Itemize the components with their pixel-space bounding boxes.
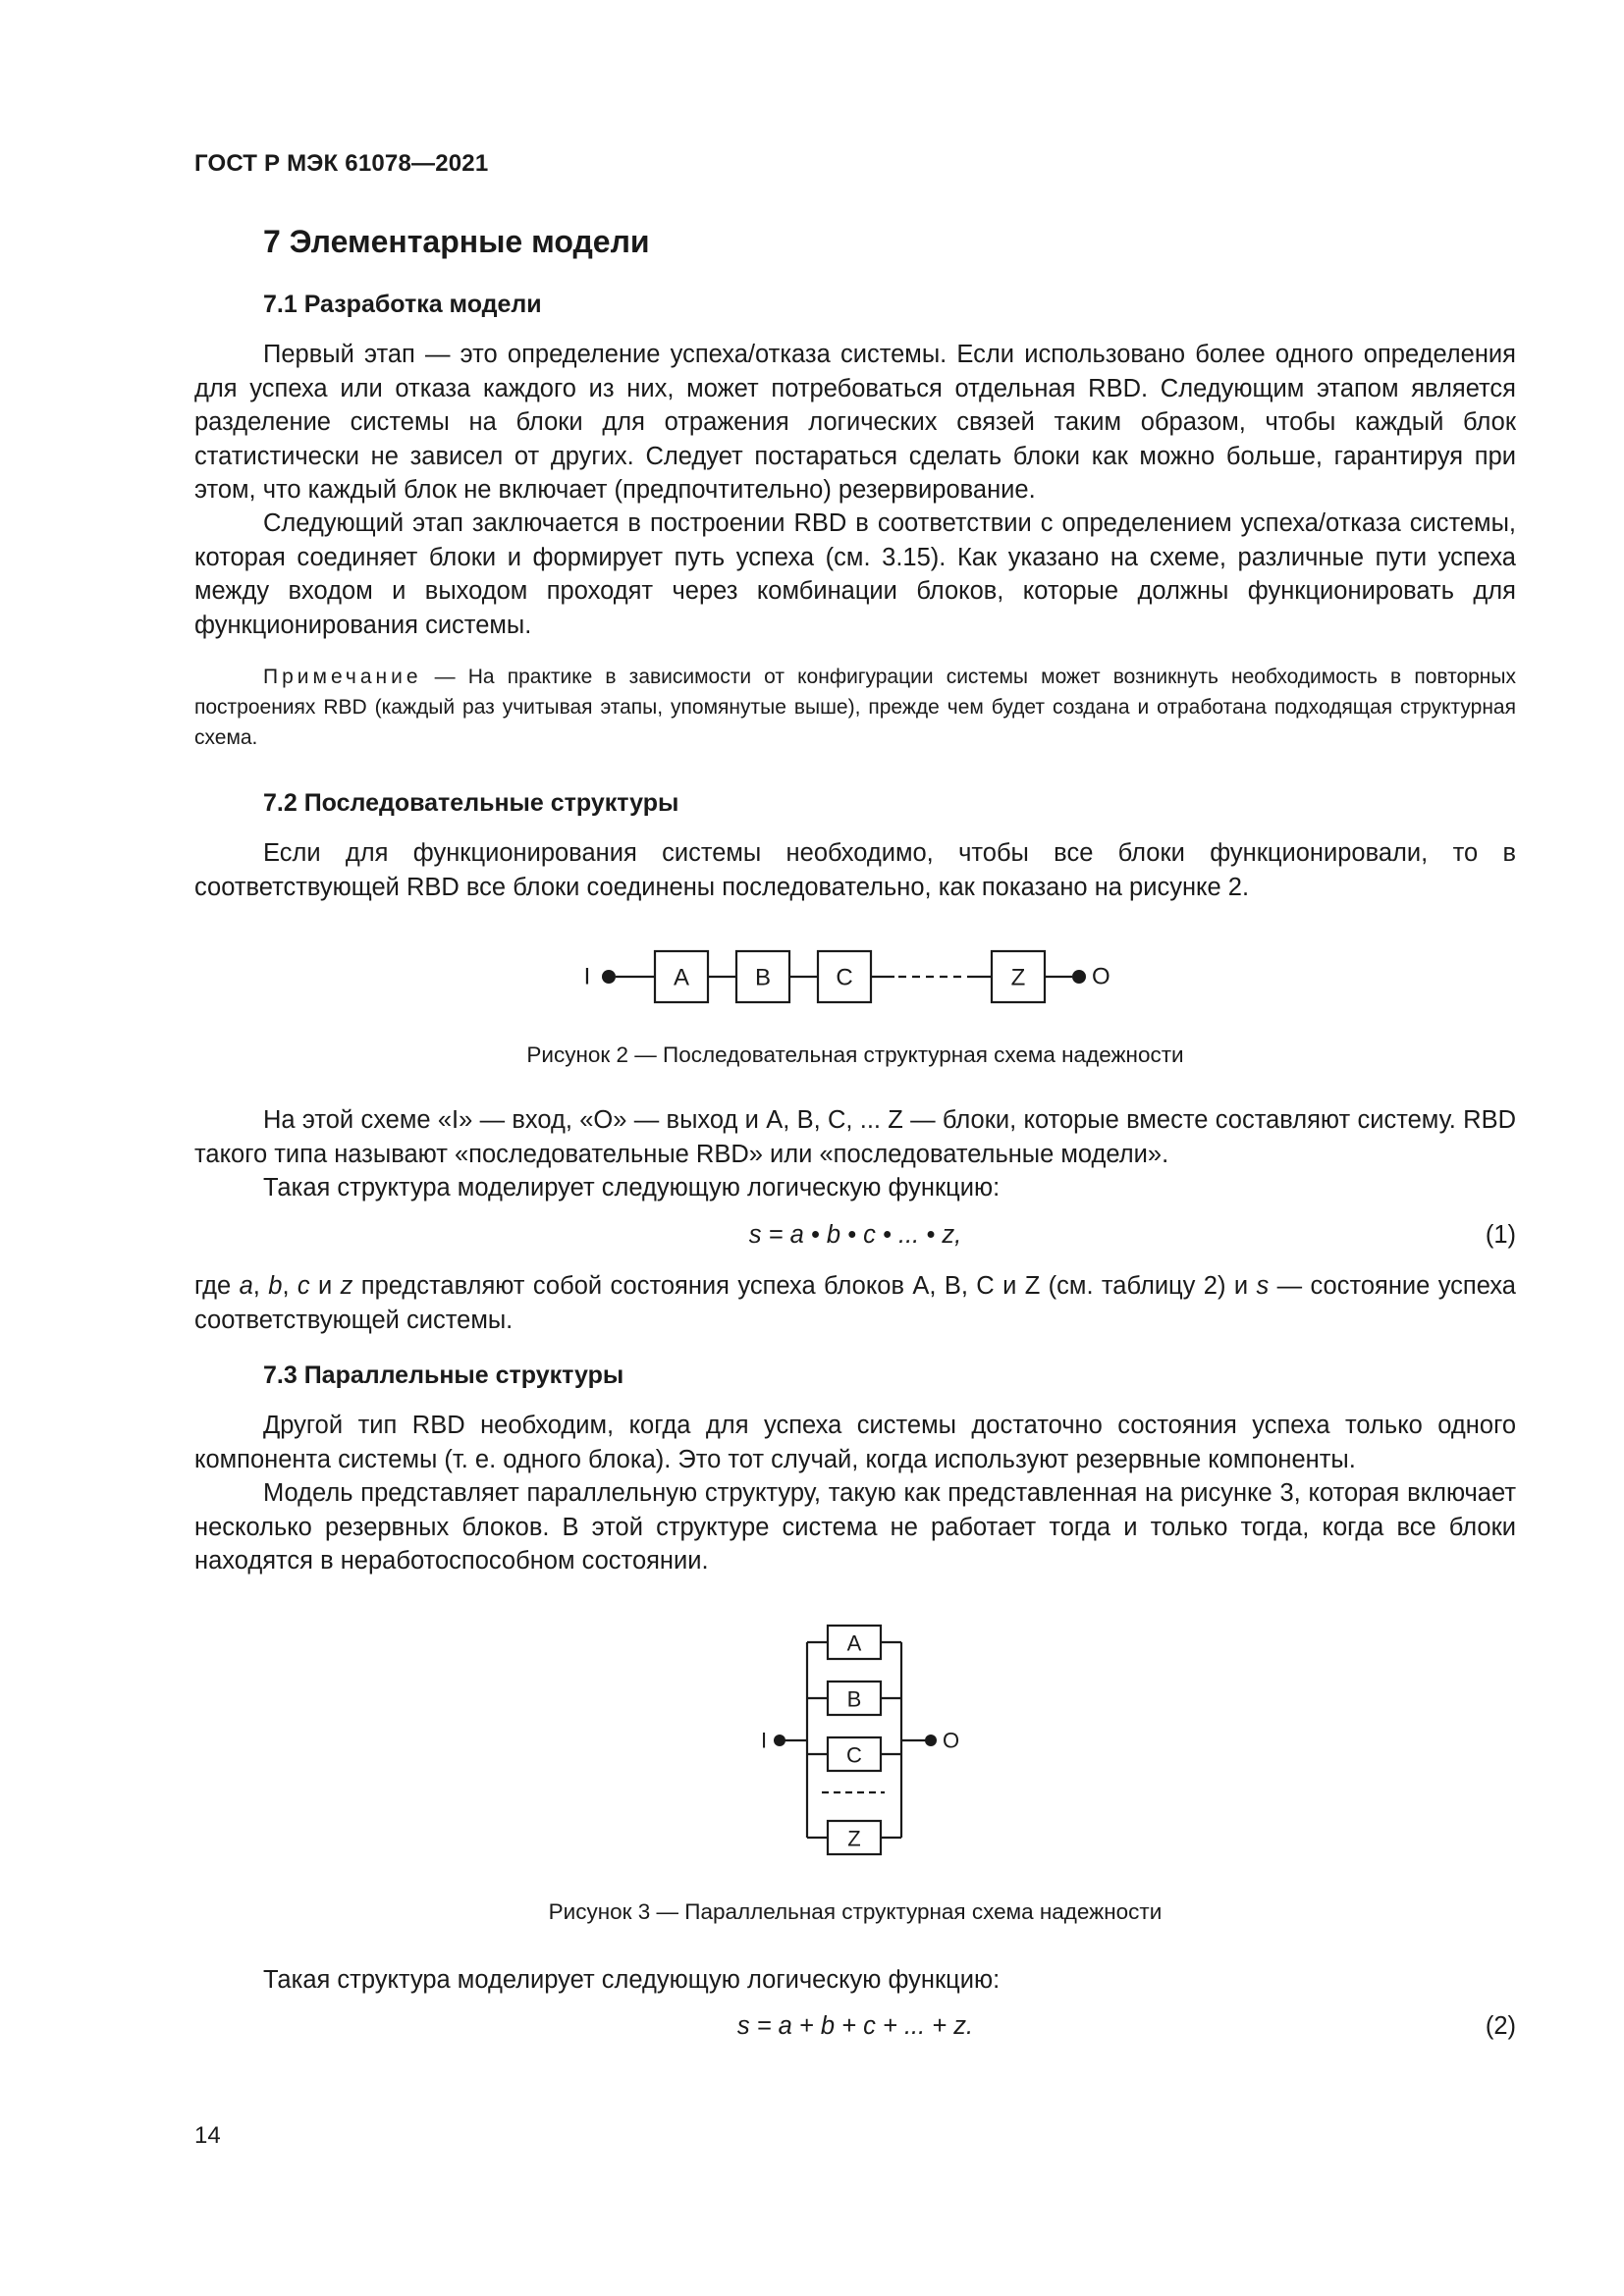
where-var-b: b xyxy=(268,1272,283,1300)
section-7-1-paragraph-2: Следующий этап заключается в построении RBD в соответствии с определением успеха/отказа системы, которая соединяет блоки и формирует путь успеха (см. 3.15). Как указано на схеме, различные пути успеха между входом и выходом проходят через комбинации блоков, которые должны функционировать для функционирования системы. xyxy=(194,509,1516,639)
block-label-c: C xyxy=(836,964,853,991)
block-label-z: Z xyxy=(847,1826,861,1851)
where-text: представляют собой состояния успеха блоков A, B, C и Z (см. таблицу 2) и xyxy=(352,1272,1257,1300)
formula-2-number: (2) xyxy=(1485,2012,1516,2040)
output-node xyxy=(925,1735,937,1746)
input-label: I xyxy=(583,963,591,990)
note-label: Примечание xyxy=(263,666,422,688)
section-7-title: 7 Элементарные модели xyxy=(263,224,650,259)
figure-3-parallel-diagram xyxy=(744,1610,980,1865)
where-var-c: c xyxy=(297,1272,310,1300)
input-label: I xyxy=(760,1728,768,1753)
where-text: — состояние успеха соответствующей системы. xyxy=(194,1272,1516,1334)
input-node xyxy=(774,1735,785,1746)
block-label-b: B xyxy=(846,1686,862,1712)
section-7-3-paragraph-2: Модель представляет параллельную структуру, такую как представленная на рисунке 3, которая включает несколько резервных блоков. В этой структуре система не работает тогда и только тогда, когда все блоки находятся в неработоспособном состоянии. xyxy=(194,1479,1516,1575)
section-7-1-paragraph-1: Первый этап — это определение успеха/отказа системы. Если использовано более одного определения для успеха или отказа каждого из них, может потребоваться отдельная RBD. Следующим этапом является разделение системы на блоки для отражения логических связей таким образом, чтобы каждый блок статистически не зависел от других. Следует постараться сделать блоки как можно больше, гарантируя при этом, что каждый блок не включает (предпочтительно) резервирование. xyxy=(194,341,1516,504)
formula-1-expression: s = a • b • c • ... • z, xyxy=(748,1221,962,1249)
block-label-c: C xyxy=(846,1742,862,1768)
input-node xyxy=(602,970,616,984)
note-text: — На практике в зависимости от конфигурации системы может возникнуть необходимость в повторных построениях RBD (каждый раз учитывая этапы, упомянутые выше), прежде чем будет создана и отработана подходящая структурная схема. xyxy=(194,666,1516,749)
section-7-2-paragraph-1: Если для функционирования системы необходимо, чтобы все блоки функционировали, то в соответствующей RBD все блоки соединены последовательно, как показано на рисунке 2. xyxy=(194,839,1516,901)
section-7-2-paragraph-3: Такая структура моделирует следующую логическую функцию: xyxy=(263,1174,1001,1201)
where-text: и xyxy=(309,1272,341,1300)
output-node xyxy=(1072,970,1086,984)
section-7-3-paragraph-1: Другой тип RBD необходим, когда для успеха системы достаточно состояния успеха только одного компонента системы (т. е. одного блока). Это тот случай, когда используют резервные компоненты. xyxy=(194,1412,1516,1473)
figure-2-caption: Рисунок 2 — Последовательная структурная схема надежности xyxy=(526,1042,1184,1067)
section-7-2-paragraph-2: На этой схеме «I» — вход, «O» — выход и A, B, C, ... Z — блоки, которые вместе составляют систему. RBD такого типа называют «последовательные RBD» или «последовательные модели». xyxy=(194,1106,1516,1168)
figure-3-caption: Рисунок 3 — Параллельная структурная схема надежности xyxy=(548,1899,1163,1924)
section-7-1-note xyxy=(194,662,1516,753)
section-7-1-title: 7.1 Разработка модели xyxy=(263,291,542,318)
output-label: O xyxy=(1092,963,1110,990)
document-header: ГОСТ Р МЭК 61078—2021 xyxy=(194,150,489,177)
section-7-3-title: 7.3 Параллельные структуры xyxy=(263,1362,624,1389)
block-label-a: A xyxy=(846,1630,862,1656)
section-7-2-title: 7.2 Последовательные структуры xyxy=(263,789,679,817)
where-text: , xyxy=(282,1272,298,1300)
formula-1-number: (1) xyxy=(1485,1221,1516,1249)
section-7-3-paragraph-3: Такая структура моделирует следующую логическую функцию: xyxy=(263,1966,1001,1994)
section-7-2-where-paragraph xyxy=(194,1269,1516,1337)
output-label: O xyxy=(943,1728,960,1753)
where-var-z: z xyxy=(340,1272,353,1300)
where-var-a: a xyxy=(239,1272,253,1300)
figure-2-series-diagram xyxy=(579,942,1149,1011)
page-number: 14 xyxy=(194,2122,221,2149)
block-label-a: A xyxy=(673,964,690,991)
where-text: , xyxy=(252,1272,269,1300)
block-label-b: B xyxy=(754,964,772,991)
where-text: где xyxy=(194,1272,240,1300)
formula-2-expression: s = a + b + c + ... + z. xyxy=(736,2012,974,2040)
where-var-s: s xyxy=(1256,1272,1270,1300)
block-label-z: Z xyxy=(1010,964,1026,991)
